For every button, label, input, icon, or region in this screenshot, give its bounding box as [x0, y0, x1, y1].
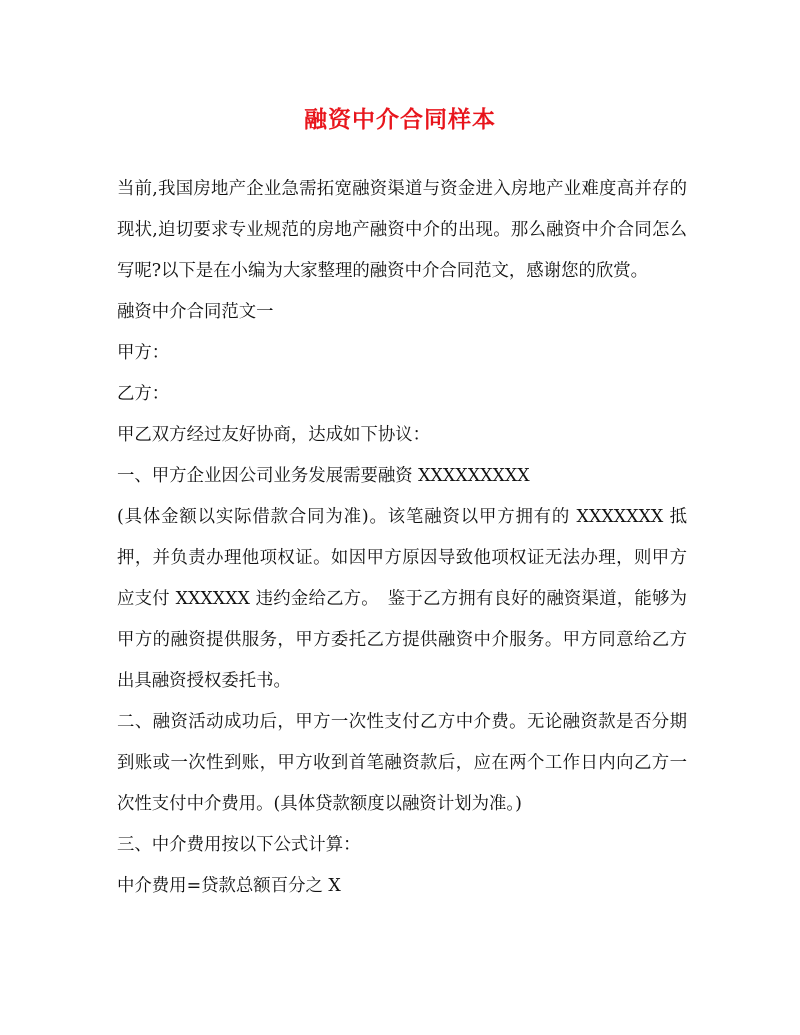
party-b-line: 乙方：: [117, 384, 170, 404]
clause-1-body: (具体金额以实际借款合同为准)。该笔融资以甲方拥有的 XXXXXXX 抵押，并负责办理他项权证。如因甲方原因导致他项权证无法办理，则甲方应支付 XXXXXX 违约金给乙方。 鉴于乙方拥有良好的融资渠道，能够为甲方的融资提供服务，甲方委托乙方提供融资中介服务。甲方同意给乙方出具融资授权委托书。: [117, 507, 687, 691]
fee-formula: 中介费用=贷款总额百分之 X: [117, 876, 341, 896]
party-a-line: 甲方：: [117, 343, 170, 363]
clause-1-line: 一、甲方企业因公司业务发展需要融资 XXXXXXXXX: [117, 466, 530, 486]
clause-3: 三、中介费用按以下公式计算：: [117, 835, 361, 855]
clause-2: 二、融资活动成功后，甲方一次性支付乙方中介费。无论融资款是否分期到账或一次性到账，甲方收到首笔融资款后，应在两个工作日内向乙方一次性支付中介费用。(具体贷款额度以融资计划为准。): [117, 712, 687, 814]
sample-heading: 融资中介合同范文一: [117, 302, 274, 322]
document-body: [117, 169, 687, 907]
intro-paragraph: 当前,我国房地产企业急需拓宽融资渠道与资金进入房地产业难度高并存的现状,迫切要求专业规范的房地产融资中介的出现。那么融资中介合同怎么写呢?以下是在小编为大家整理的融资中介合同范文，感谢您的欣赏。: [117, 179, 687, 281]
document-title: 融资中介合同样本: [304, 106, 496, 133]
agreement-intro: 甲乙双方经过友好协商，达成如下协议：: [117, 425, 431, 445]
